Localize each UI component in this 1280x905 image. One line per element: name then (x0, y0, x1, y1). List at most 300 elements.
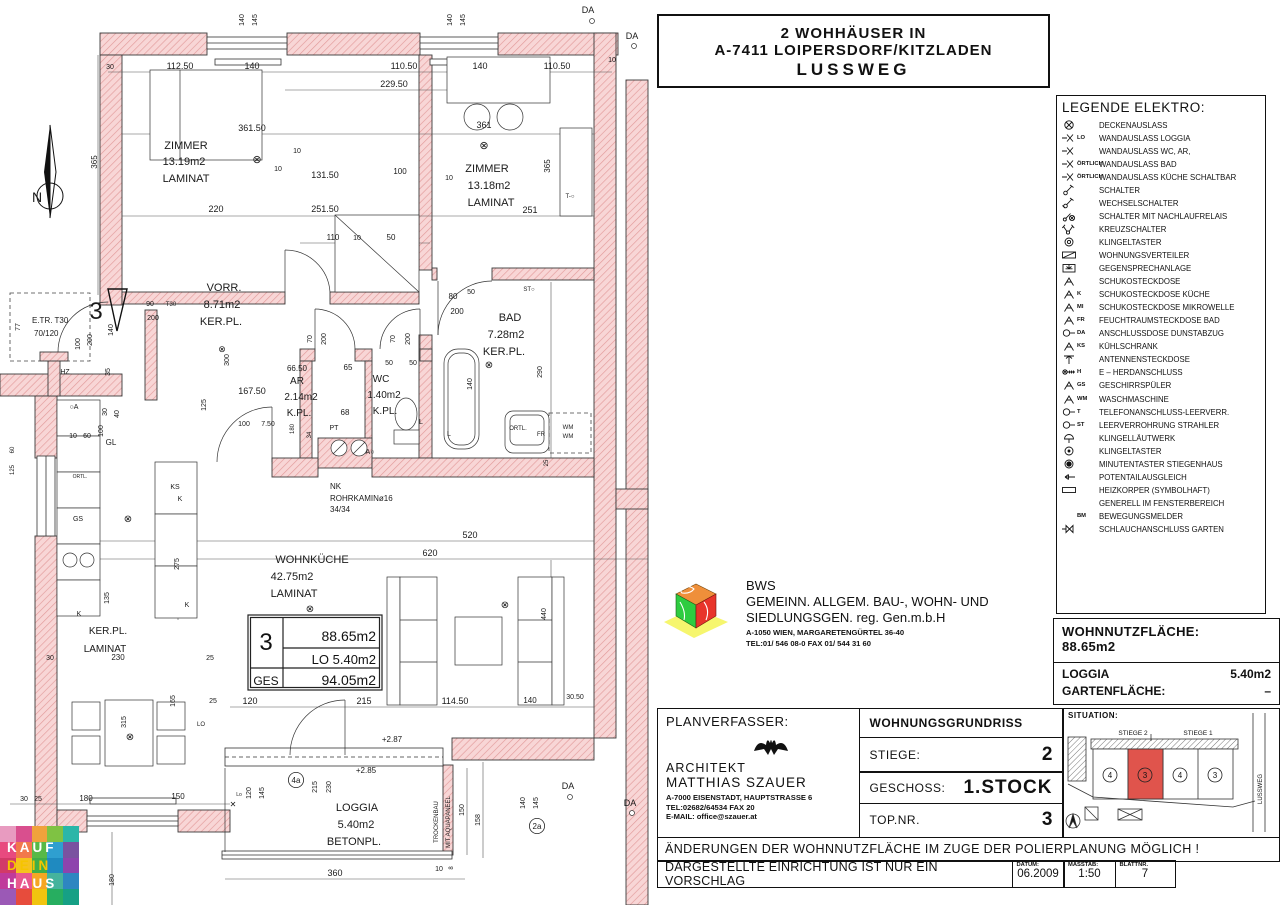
legend-item (1062, 340, 1265, 353)
plan-text: 35 (105, 368, 112, 376)
plan-text: 230 (111, 653, 125, 662)
plan-text: 140 (244, 61, 260, 71)
legend-item (1062, 262, 1265, 275)
legend-wechsel-icon (1062, 197, 1099, 209)
plan-text: LAMINAT (270, 588, 318, 600)
plan-text: 145 (533, 797, 540, 809)
plan-text: BAD (498, 312, 522, 324)
unit-info-values (253, 628, 376, 688)
plan-text: 110 (326, 233, 340, 242)
planner-cell (657, 708, 860, 838)
plan-text: 8.71m2 (203, 299, 241, 311)
bws-phone: TEL:01/ 546 08-0 FAX 01/ 544 31 60 (746, 639, 871, 648)
plan-text: 120 (242, 696, 258, 706)
datum-label: DATUM: (1016, 862, 1039, 868)
planner-title: PLANVERFASSER: (666, 714, 789, 729)
architect-email: E-MAIL: office@szauer.at (666, 812, 757, 821)
legend-item-label: GEGENSPRECHANLAGE (1099, 263, 1192, 274)
plan-text: L (419, 419, 423, 426)
legend-item (1062, 157, 1265, 170)
legend-kreuz-icon (1062, 223, 1099, 235)
legend-item (1062, 314, 1265, 327)
plan-text: 7.28m2 (487, 329, 525, 341)
plan-text: 200 (87, 334, 94, 346)
plan-text: WM (562, 425, 574, 431)
legend-item-label: KLINGELLÄUTWERK (1099, 432, 1176, 443)
plan-text: ⊗ (218, 344, 226, 354)
plan-text: 140 (472, 61, 488, 71)
blattnr-label: BLATTNR. (1119, 862, 1149, 868)
plan-text: 10 (435, 866, 443, 873)
stiege-value: 2 (1041, 743, 1053, 765)
legend-none-icon: BM (1077, 512, 1087, 519)
legend-laut-icon (1062, 432, 1099, 444)
legend-item-label: WANDAUSLASS LOGGIA (1099, 132, 1191, 143)
legend-item-label: SCHUKOSTECKDOSE MIKROWELLE (1099, 302, 1235, 313)
note2-text: DARGESTELLTE EINRICHTUNG IST NUR EIN VORSCHLAG (665, 860, 938, 888)
plan-text: 7.50 (261, 421, 275, 428)
plan-text: 25 (206, 655, 214, 662)
legend-vert-icon (1062, 249, 1099, 261)
plan-text: K.PL. (286, 408, 312, 419)
legend-item-label: SCHALTER (1099, 184, 1140, 195)
plan-text: 100 (98, 425, 105, 437)
area-label: WOHNNUTZFLÄCHE: (1062, 624, 1200, 639)
topnr-label: TOP.NR. (869, 813, 920, 828)
masstab-cell (1063, 860, 1116, 888)
plan-text: E.TR. T30 (32, 316, 69, 325)
plan-text: 68 (340, 408, 350, 417)
plan-text: LO (196, 722, 206, 728)
loggia-value: 5.40m2 (1230, 667, 1271, 681)
situation-cell (1062, 708, 1280, 838)
svg-text:STIEGE 2: STIEGE 2 (1118, 730, 1148, 737)
plan-text: 140 (520, 797, 527, 809)
svg-text:GES: GES (253, 674, 279, 688)
plan-text: 150 (171, 792, 185, 801)
plan-text: KER.PL. (88, 626, 128, 637)
architect-line2: MATTHIAS SZAUER (666, 775, 807, 790)
situation-map (1063, 709, 1278, 836)
plan-text: 140 (523, 696, 537, 705)
plan-text: 110.50 (543, 61, 571, 71)
plan-text: 110.50 (390, 61, 418, 71)
plan-text: WOHNKÜCHE (275, 554, 349, 566)
legend-item-label: E – HERDANSCHLUSS (1099, 367, 1183, 378)
plan-text: DA (625, 31, 639, 41)
legend-item (1062, 483, 1265, 496)
legend-deck-icon (1062, 119, 1099, 131)
plan-text: 34 (307, 431, 313, 439)
plan-text: 158 (475, 814, 482, 826)
svg-text:LUSSWEG: LUSSWEG (1258, 773, 1264, 805)
legend-tast-icon (1062, 445, 1099, 457)
legend-item-label: WANDAUSLASS WC, AR, (1099, 145, 1191, 156)
plan-text: KER.PL. (482, 346, 526, 358)
plan-type-cell (859, 708, 1064, 738)
project-title-line1: 2 WOHHÄUSER IN (780, 25, 927, 42)
datum-value: 06.2009 (1017, 868, 1059, 880)
plan-text: ⊗ (479, 140, 489, 152)
plan-text: ORTL. (509, 426, 527, 432)
legend-item-label: SCHUKOSTECKDOSE KÜCHE (1099, 289, 1210, 300)
plan-text: FR (537, 432, 545, 438)
plan-text: T-○ (565, 194, 575, 200)
plan-text: AR (290, 376, 304, 387)
bws-address: A-1050 WIEN, MARGARETENGÜRTEL 36-40 (746, 628, 905, 637)
geschoss-value: 1.STOCK (963, 776, 1053, 798)
legend-wand-icon: LO (1062, 132, 1099, 144)
plan-text: ⊗ (500, 600, 510, 611)
masstab-label: MASSTAB: (1068, 862, 1099, 868)
plan-text: ⊗ (123, 514, 133, 525)
plan-text: 60 (83, 433, 91, 440)
legend-item-label: GENERELL IM FENSTERBEREICH (1099, 497, 1225, 508)
plan-text: +2.87 (381, 735, 403, 744)
plan-text: 100 (238, 421, 250, 428)
kdh-line1: KAUF (7, 840, 57, 855)
legend-item-label: HEIZKORPER (SYMBOLHAFT) (1099, 484, 1210, 495)
legend-steck-icon: MI (1062, 301, 1099, 313)
plan-text: 135 (104, 592, 111, 604)
electro-legend (1056, 95, 1266, 614)
plan-text: NK (330, 482, 342, 491)
bws-line2: SIEDLUNGSGEN. reg. Gen.m.b.H (746, 610, 946, 625)
legend-item-label: KLINGELTASTER (1099, 445, 1162, 456)
plan-text: 100 (393, 167, 407, 176)
legend-item-label: WASCHMASCHINE (1099, 393, 1169, 404)
legend-wand-icon: ÖRTLICH (1062, 171, 1099, 183)
plan-text: LAMINAT (83, 644, 127, 655)
legend-ant-icon (1062, 353, 1099, 365)
plan-text: 145 (460, 14, 467, 26)
plan-text: ROHRKAMINø16 (330, 494, 393, 503)
plan-text: 220 (208, 204, 224, 214)
legend-item (1062, 222, 1265, 235)
plan-text: 8 (449, 866, 455, 870)
plan-text: KER.PL. (199, 316, 243, 328)
svg-text:4: 4 (1107, 771, 1113, 780)
plan-text: BETONPL. (326, 836, 382, 848)
plan-text: ST○ (523, 287, 535, 293)
plan-text: 50 (385, 360, 393, 367)
plan-text: 290 (537, 366, 544, 378)
situation-title: SITUATION: (1068, 711, 1119, 720)
legend-item-label: KLINGELTASTER (1099, 236, 1162, 247)
plan-text: 50 (386, 233, 396, 242)
legend-item (1062, 470, 1265, 483)
plan-text: MIT AQUAPANEEL (446, 796, 452, 848)
svg-text:4: 4 (1177, 771, 1183, 780)
legend-item-label: WOHNUNGSVERTEILER (1099, 249, 1190, 260)
plan-text: 10 (274, 166, 282, 173)
plan-text: 10 (608, 57, 616, 64)
plan-text: 70 (307, 335, 314, 343)
legend-item-label: LEERVERROHRUNG STRAHLER (1099, 419, 1220, 430)
plan-text: 315 (121, 716, 128, 728)
plan-text: N (31, 189, 43, 205)
plan-text: 361.50 (238, 123, 266, 133)
plan-text: 365 (90, 155, 99, 169)
plan-text: 150 (459, 804, 466, 816)
plan-text: 77 (15, 323, 22, 331)
plan-text: ZIMMER (164, 140, 208, 152)
plan-text: 620 (422, 548, 438, 558)
legend-item-label: WANDAUSLASS KÜCHE SCHALTBAR (1099, 171, 1237, 182)
legend-item (1062, 288, 1265, 301)
plan-text: 13.19m2 (162, 156, 206, 168)
plan-text: K.PL. (372, 406, 398, 417)
legend-schalter-icon (1062, 184, 1099, 196)
kauf-dein-haus-logo (0, 826, 79, 905)
plan-text: 140 (239, 14, 246, 26)
plan-text: GL (105, 438, 117, 447)
plan-text: 361 (476, 120, 492, 130)
plan-text: 145 (252, 14, 259, 26)
legend-item (1062, 275, 1265, 288)
kdh-tile (63, 842, 79, 858)
architect-phone: TEL:02682/64534 FAX 20 (666, 802, 755, 812)
plan-text: 200 (147, 315, 159, 322)
plan-text: 140 (467, 378, 474, 390)
legend-herd-icon: H (1062, 366, 1099, 378)
plan-text: 215 (356, 696, 372, 706)
plan-text: 30 (46, 655, 54, 662)
plan-text: K (184, 602, 190, 609)
legend-heiz-icon (1062, 484, 1099, 496)
legend-schlauch-icon (1062, 523, 1099, 535)
project-title-line3: LUSSWEG (796, 60, 911, 79)
blattnr-value: 7 (1141, 868, 1149, 880)
architect-address: A-7000 EISENSTADT, HAUPTSTRASSE 6 (666, 793, 813, 802)
legend-item-label: GESCHIRRSPÜLER (1099, 380, 1172, 391)
plan-text: K (177, 496, 183, 503)
note-row-2 (657, 860, 1013, 888)
legend-item (1062, 418, 1265, 431)
legend-item (1062, 457, 1265, 470)
svg-text:3: 3 (1142, 771, 1148, 780)
plan-text: 251.50 (311, 204, 339, 214)
plan-text: 229.50 (380, 79, 408, 89)
plan-text: ○A (69, 404, 79, 411)
legend-item (1062, 196, 1265, 209)
garten-value: – (1264, 684, 1271, 698)
datum-cell (1012, 860, 1065, 888)
legend-item (1062, 496, 1265, 509)
plan-text: HZ (60, 369, 70, 376)
plan-text: 10 (353, 235, 361, 242)
legend-steck-icon: K (1062, 288, 1099, 300)
plan-text: 520 (462, 530, 478, 540)
plan-text: 10 (293, 148, 301, 155)
plan-text: 25 (544, 459, 550, 467)
legend-list (1062, 118, 1265, 536)
plan-text: ZIMMER (465, 163, 509, 175)
legend-item (1062, 379, 1265, 392)
plan-text: 300 (224, 354, 231, 366)
plan-text: 42.75m2 (270, 571, 314, 583)
kdh-tile (32, 889, 48, 905)
legend-kling-icon (1062, 236, 1099, 248)
legend-item-label: SCHALTER MIT NACHLAUFRELAIS (1099, 210, 1228, 221)
plan-text: 140 (447, 14, 454, 26)
plan-text: 125 (10, 464, 16, 476)
plan-text: 10 (445, 175, 453, 182)
legend-item (1062, 235, 1265, 248)
legend-item-label: FEUCHTRAUMSTECKDOSE BAD (1099, 315, 1220, 326)
loggia-label: LOGGIA (1062, 667, 1110, 681)
plan-text: 66.50 (286, 364, 308, 373)
legend-item (1062, 431, 1265, 444)
plan-text: WC (372, 374, 390, 385)
plan-text: 165 (170, 695, 177, 707)
plan-text: 200 (321, 333, 328, 345)
masstab-value: 1:50 (1078, 868, 1101, 880)
plan-text: 70/120 (34, 329, 59, 338)
legend-item-label: KÜHLSCHRANK (1099, 341, 1158, 352)
legend-item-label: MINUTENTASTER STIEGENHAUS (1099, 458, 1223, 469)
legend-minu-icon (1062, 458, 1099, 470)
architect-line1: ARCHITEKT (666, 761, 746, 775)
project-title-box (657, 14, 1050, 88)
svg-text:3: 3 (259, 629, 273, 656)
plan-text: 125 (201, 399, 208, 411)
plan-text: ✕ (229, 800, 237, 809)
legend-item (1062, 118, 1265, 131)
plan-text: 120 (246, 787, 253, 799)
legend-steck-icon: GS (1062, 379, 1099, 391)
bws-block (660, 576, 1052, 662)
plan-text: 440 (541, 608, 548, 620)
geschoss-cell (859, 771, 1064, 804)
plan-text: 275 (174, 558, 181, 570)
legend-item (1062, 522, 1265, 535)
legend-item-label: TELEFONANSCHLUSS-LEERVERR. (1099, 406, 1230, 417)
bws-logo-icon (660, 576, 732, 644)
legend-item-label: POTENTAILAUSGLEICH (1099, 471, 1187, 482)
plan-text: ⊗ (252, 154, 262, 166)
plan-text: A○ (365, 449, 375, 456)
plan-text: 60 (10, 446, 16, 454)
kdh-tile (0, 889, 16, 905)
plan-text: 215 (312, 781, 319, 793)
project-title-line2: A-7411 LOIPERSDORF/KITZLADEN (714, 42, 993, 59)
plan-text: 5.40m2 (337, 819, 375, 831)
eagle-emblem-icon (666, 729, 869, 759)
legend-dose-icon: T (1062, 406, 1099, 418)
plan-text: 30 (102, 408, 109, 416)
kdh-line2: DEIN (7, 858, 52, 873)
plan-text: DA (561, 781, 575, 791)
plan-text: L (447, 431, 451, 438)
plan-text: DA (623, 798, 637, 808)
plan-text: ⊗ (305, 604, 315, 615)
bws-line1: GEMEINN. ALLGEM. BAU-, WOHN- UND (746, 594, 989, 609)
plan-text: 10 (69, 433, 77, 440)
plan-text: T30 (165, 302, 177, 308)
plan-text: TROCKENBAU (434, 801, 440, 843)
plan-text: 4a (291, 776, 301, 785)
legend-item (1062, 366, 1265, 379)
legend-item (1062, 131, 1265, 144)
bws-name: BWS (746, 578, 776, 593)
legend-dose-icon: ST (1062, 419, 1099, 431)
plan-text: 30.50 (566, 694, 584, 701)
plan-text: 180 (290, 423, 296, 435)
kdh-tile (16, 889, 32, 905)
plan-text: DA (581, 5, 595, 15)
legend-pot-icon (1062, 471, 1099, 483)
plan-text: 180 (109, 874, 116, 886)
topnr-value: 3 (1041, 809, 1053, 831)
legend-item (1062, 248, 1265, 261)
legend-steck-icon: KS (1062, 340, 1099, 352)
plan-text: VORR. (206, 282, 242, 294)
svg-text:88.65m2: 88.65m2 (321, 628, 376, 644)
plan-text: PT (329, 425, 339, 432)
note1-text: ÄNDERUNGEN DER WOHNNUTZFLÄCHE IM ZUGE DER POLIERPLANUNG MÖGLICH ! (665, 842, 1200, 856)
stiege-label: STIEGE: (869, 747, 921, 762)
plan-text: 25 (209, 698, 217, 705)
legend-nach-icon (1062, 210, 1099, 222)
plan-text: 145 (259, 787, 266, 799)
area-value: 88.65m2 (1062, 639, 1116, 654)
plan-text: ORTL. (72, 474, 88, 480)
legend-item-label: SCHLAUCHANSCHLUSS GARTEN (1099, 523, 1224, 534)
kdh-tile (63, 826, 79, 842)
kdh-tile (63, 858, 79, 874)
plan-text: 2.14m2 (284, 392, 318, 403)
legend-item (1062, 353, 1265, 366)
plan-text: ⊗ (125, 732, 135, 743)
plan-text: 112.50 (166, 61, 194, 71)
legend-item-label: ANTENNENSTECKDOSE (1099, 354, 1190, 365)
plan-text: Lo (236, 792, 242, 798)
plan-text: 50 (409, 360, 417, 367)
svg-text:STIEGE 1: STIEGE 1 (1183, 730, 1213, 737)
plan-text: LAMINAT (162, 173, 210, 185)
plan-text: 13.18m2 (467, 180, 511, 192)
plan-text: 3 (89, 298, 103, 325)
plan-text: 360 (327, 868, 343, 878)
plan-text: LOGGIA (335, 802, 379, 814)
plan-text: 2a (532, 822, 542, 831)
plan-text: 80 (448, 292, 458, 301)
plan-text: 131.50 (311, 170, 339, 180)
legend-item-label: BEWEGUNGSMELDER (1099, 510, 1183, 521)
plan-text: 30 (20, 796, 28, 803)
plan-text: 200 (405, 333, 412, 345)
living-area-box (1053, 618, 1280, 705)
plan-text: 30 (106, 64, 114, 71)
kdh-line3: HAUS (7, 876, 58, 891)
legend-dose-icon: DA (1062, 327, 1099, 339)
legend-item (1062, 301, 1265, 314)
kdh-tile (47, 889, 63, 905)
legend-item (1062, 327, 1265, 340)
plan-text: 230 (326, 781, 333, 793)
kdh-tile (63, 873, 79, 889)
legend-item-label: ANSCHLUSSDOSE DUNSTABZUG (1099, 328, 1224, 339)
plan-text: 1.40m2 (367, 390, 401, 401)
geschoss-label: GESCHOSS: (869, 780, 946, 795)
plan-type: WOHNUNGSGRUNDRISS (869, 716, 1023, 730)
legend-item (1062, 170, 1265, 183)
legend-item (1062, 509, 1265, 522)
legend-item (1062, 183, 1265, 196)
plan-text: 167.50 (238, 386, 266, 396)
legend-none-icon (1062, 497, 1099, 509)
